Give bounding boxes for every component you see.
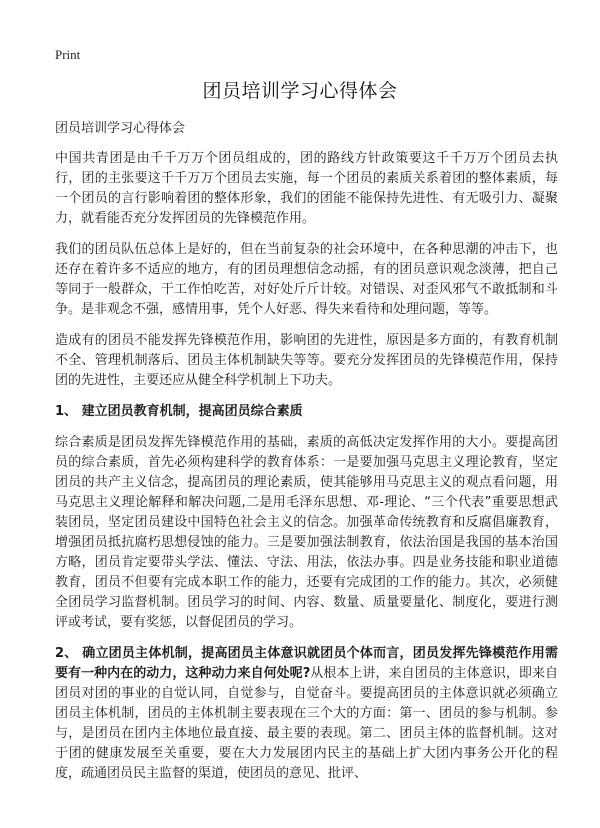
paragraph-causes: 造成有的团员不能发挥先锋模范作用，影响团的先进性，原因是多方面的，有教育机制不全、管理机制落后、团员主体机制缺失等等。要充分发挥团员的先锋模范作用，保持团的先进性，主要还应从健全科学机制上下功夫。 [55,333,558,388]
document-title: 团员培训学习心得体会 [202,80,398,102]
paragraph-intro: 中国共青团是由千千万万个团员组成的，团的路线方针政策要这千千万万个团员去执行，团的主张要这千千万万个团员去实施，每一个团员的素质关系着团的整体素质，每一个团员的言行影响着团的整体形象，我们的团能不能保持先进性、有无吸引力、凝聚力，就看能否充分发挥团员的先锋模范作用。 [55,151,558,226]
document-body [55,120,558,795]
print-link[interactable]: Print [55,47,81,62]
section-2-heading: 2、 确立团员主体机制，提高团员主体意识就团员个体而言，团员发挥先锋模范作用需要有一种内在的动力，这种动力来自何处呢? [55,646,558,681]
section-2-text: 从根本上讲，来自团员的主体意识，即来自团员对团的事业的自觉认同，自觉参与，自觉奋斗。要提高团员的主体意识就必须确立团员主体机制，团员的主体机制主要表现在三个大的方面：第一、团员的参与机制。参与，是团员在团内主体地位最直接、最主要的表现。第二、团员主体的监督机制。这对于团的健康发展至关重要，要在大力发展团内民主的基础上扩大团内事务公开化的程度，疏通团员民主监督的渠道，使团员的意见、批评、 [55,666,558,781]
paragraph-problems: 我们的团员队伍总体上是好的，但在当前复杂的社会环境中，在各种思潮的冲击下，也还存在着许多不适应的地方，有的团员理想信念动摇，有的团员意识观念淡薄，把自己等同于一般群众，干工作怕吃苦，对好处斤斤计较。对错误、对歪风邪气不敢抵制和斗争。是非观念不强，感情用事，凭个人好恶、得失来看待和处理问题，等等。 [55,242,558,317]
section-1-text: 综合素质是团员发挥先锋模范作用的基础，素质的高低决定发挥作用的大小。要提高团员的综合素质，首先必须构建科学的教育体系：一是要加强马克思主义理论教育，坚定团员的共产主义信念，提高团员的理论素质，使其能够用马克思主义的观点看问题，用马克思主义理论解释和解决问题,二是用毛泽东思想、邓-理论、“三个代表”重要思想武装团员，坚定团员建设中国特色社会主义的信念。加强革命传统教育和反腐倡廉教育，增强团员抵抗腐朽思想侵蚀的能力。三是要加强法制教育，依法治国是我国的基本治国方略，团员肯定要带头学法、懂法、守法、用法，依法办事。四是业务技能和职业道德教育，团员不但要有完成本职工作的能力，还要有完成团的工作的能力。其次，必须健全团员学习监督机制。团员学习的时间、内容、数量、质量要量化、制度化，要进行测评或考试，要有奖惩，以督促团员的学习。 [55,435,558,630]
section-1-heading: 1、 建立团员教育机制，提高团员综合素质 [55,404,303,419]
section-2-paragraph [55,644,558,784]
document-subtitle: 团员培训学习心得体会 [55,121,186,136]
